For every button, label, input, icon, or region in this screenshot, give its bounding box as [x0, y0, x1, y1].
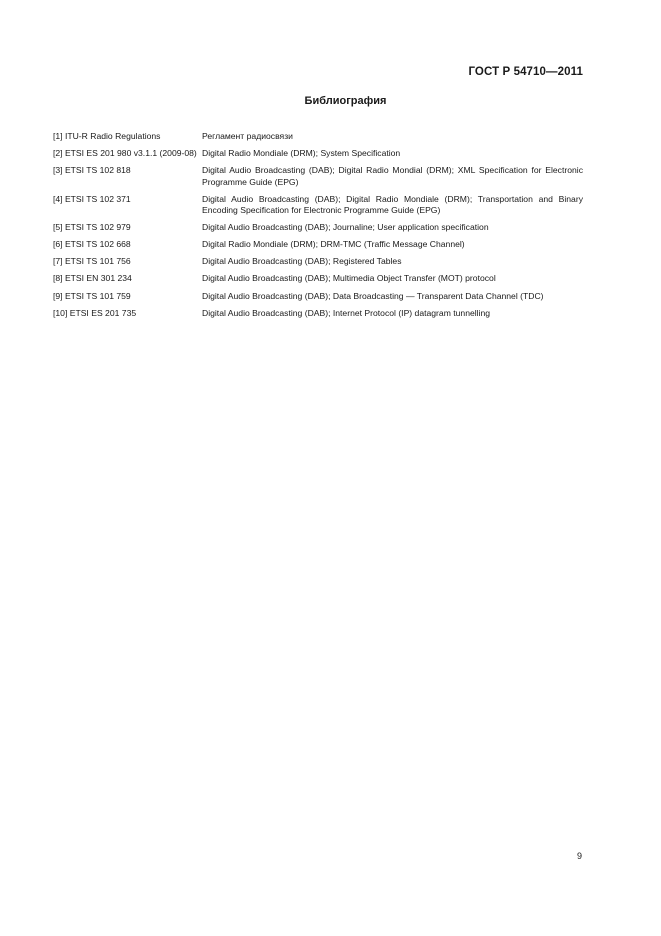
entry-source: [2] ETSI ES 201 980 v3.1.1 (2009-08): [53, 148, 197, 159]
bibliography-entry: [53, 308, 583, 319]
bibliography-entry: [53, 239, 583, 250]
entry-title: Digital Audio Broadcasting (DAB); Multimedia Object Transfer (MOT) protocol: [202, 273, 496, 284]
entry-source: [3] ETSI TS 102 818: [53, 165, 131, 176]
entry-title: Digital Radio Mondiale (DRM); System Specification: [202, 148, 401, 159]
entry-title: Digital Audio Broadcasting (DAB); Data Broadcasting — Transparent Data Channel (TDC): [202, 290, 544, 301]
entry-title: Digital Audio Broadcasting (DAB); Registered Tables: [202, 256, 402, 267]
entry-title: Digital Audio Broadcasting (DAB); Digital Radio Mondiale (DRM); Transportation and Binary Encoding Specification for Electronic Programme Guide (EPG): [202, 193, 583, 216]
entry-title: Регламент радиосвязи: [202, 131, 293, 141]
entry-source: [4] ETSI TS 102 371: [53, 193, 131, 204]
entry-source: [1] ITU-R Radio Regulations: [53, 131, 161, 141]
bibliography-entry: [53, 131, 583, 142]
bibliography-entry: [53, 256, 583, 267]
entry-source: [8] ETSI EN 301 234: [53, 273, 132, 284]
entry-source: [5] ETSI TS 102 979: [53, 222, 131, 233]
bibliography-entry: [53, 291, 583, 302]
bibliography-entry: [53, 273, 583, 284]
entry-source: [10] ETSI ES 201 735: [53, 307, 137, 318]
entry-source: [7] ETSI TS 101 756: [53, 256, 131, 267]
section-title: Библиография: [304, 95, 387, 107]
bibliography-entry: [53, 165, 583, 188]
entry-title: Digital Radio Mondiale (DRM); DRM-TMC (Traffic Message Channel): [202, 239, 465, 250]
entry-title: Digital Audio Broadcasting (DAB); Internet Protocol (IP) datagram tunnelling: [202, 307, 491, 318]
bibliography-entry: [53, 148, 583, 159]
bibliography-entry: [53, 222, 583, 233]
entry-title: Digital Audio Broadcasting (DAB); Digital Radio Mondial (DRM); XML Specification for Electronic Programme Guide (EPG): [202, 165, 583, 187]
bibliography-entry: [53, 194, 583, 217]
entry-title: Digital Audio Broadcasting (DAB); Journaline; User application specification: [202, 222, 489, 233]
bibliography-list: [53, 131, 583, 325]
document-code: ГОСТ Р 54710—2011: [468, 66, 583, 78]
entry-source: [9] ETSI TS 101 759: [53, 290, 131, 301]
entry-source: [6] ETSI TS 102 668: [53, 239, 131, 250]
page-number: 9: [576, 851, 582, 861]
